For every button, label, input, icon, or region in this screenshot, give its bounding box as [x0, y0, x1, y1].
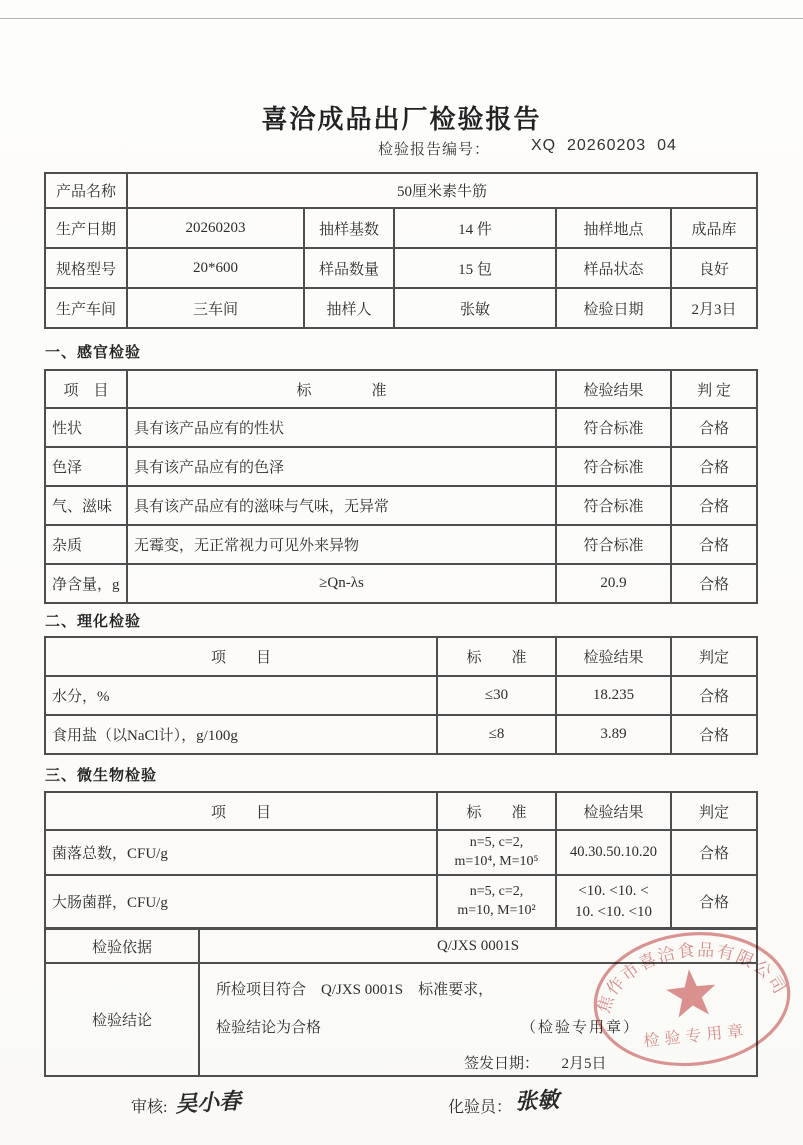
table-row — [45, 408, 757, 447]
table-header-row — [45, 370, 757, 408]
col-header-item: 项 目 — [45, 637, 437, 676]
seal-note: （检验专用章） — [521, 1020, 641, 1036]
table-row — [45, 447, 757, 486]
cell-item: 色泽 — [45, 447, 127, 486]
cell-judge: 合格 — [671, 715, 757, 754]
info-value: 三车间 — [127, 288, 304, 328]
info-label: 规格型号 — [45, 248, 127, 288]
cell-item: 杂质 — [45, 525, 127, 564]
basis-value: Q/JXS 0001S — [199, 929, 757, 963]
cell-result: 符合标准 — [556, 486, 671, 525]
cell-result: 40.30.50.10.20 — [556, 830, 671, 875]
table-row — [45, 715, 757, 754]
info-table — [44, 172, 758, 329]
cell-standard: 具有该产品应有的滋味与气味，无异常 — [127, 486, 556, 525]
basis-label: 检验依据 — [45, 929, 199, 963]
table-row — [45, 248, 757, 288]
cell-result: 18.235 — [556, 676, 671, 715]
cell-result: 符合标准 — [556, 525, 671, 564]
section-heading-sensory: 一、感官检验 — [45, 344, 142, 361]
seal-bottom-text: 检验专用章 — [642, 1022, 750, 1051]
col-header-result: 检验结果 — [556, 637, 671, 676]
cell-result: 20.9 — [556, 564, 671, 603]
table-row — [45, 208, 757, 248]
info-label: 抽样人 — [304, 288, 394, 328]
info-label: 生产车间 — [45, 288, 127, 328]
scan-edge-line — [0, 18, 803, 19]
col-header-standard: 标 准 — [127, 370, 556, 408]
info-label: 抽样基数 — [304, 208, 394, 248]
info-value: 20260203 — [127, 208, 304, 248]
table-header-row — [45, 637, 757, 676]
cell-judge: 合格 — [671, 830, 757, 875]
info-label: 检验日期 — [556, 288, 671, 328]
table-row — [45, 676, 757, 715]
conclusion-line2: 检验结论为合格 — [216, 1020, 322, 1036]
report-number-value: XQ 20260203 04 — [531, 137, 677, 154]
cell-judge: 合格 — [671, 408, 757, 447]
review-label: 审核: — [131, 1099, 168, 1116]
info-value: 2月3日 — [671, 288, 757, 328]
cell-result — [556, 875, 671, 928]
info-value: 15 包 — [394, 248, 556, 288]
cell-judge: 合格 — [671, 875, 757, 928]
cell-judge: 合格 — [671, 486, 757, 525]
physchem-table — [44, 636, 758, 755]
table-row — [45, 173, 757, 208]
conclusion-table — [44, 928, 758, 1077]
standard-line: n=5, c=2, — [469, 883, 524, 899]
standard-line: n=5, c=2, — [469, 834, 524, 850]
info-value: 成品库 — [671, 208, 757, 248]
tester-label: 化验员： — [448, 1099, 513, 1116]
sensory-table — [44, 369, 758, 604]
cell-judge: 合格 — [671, 525, 757, 564]
cell-item: 大肠菌群，CFU/g — [45, 875, 437, 928]
info-value: 张敏 — [394, 288, 556, 328]
issue-date-line: 签发日期： 2月5日 — [464, 1056, 607, 1072]
col-header-result: 检验结果 — [556, 370, 671, 408]
seal-company-text: 焦作市喜洽食品有限公司 — [593, 940, 791, 1016]
cell-result: 符合标准 — [556, 447, 671, 486]
cell-standard: ≤30 — [437, 676, 556, 715]
conclusion-line1: 所检项目符合 Q/JXS 0001S 标准要求， — [216, 982, 494, 998]
cell-item: 性状 — [45, 408, 127, 447]
review-signature: 吴小春 — [174, 1088, 242, 1117]
page-title: 喜洽成品出厂检验报告 — [261, 104, 542, 135]
table-row — [45, 963, 757, 1076]
product-name-value: 50厘米素牛筋 — [127, 173, 757, 208]
conclusion-label: 检验结论 — [45, 963, 199, 1076]
table-row — [45, 525, 757, 564]
cell-judge: 合格 — [671, 447, 757, 486]
table-row — [45, 830, 757, 875]
micro-table — [44, 791, 758, 929]
table-row — [45, 288, 757, 328]
table-row — [45, 875, 757, 928]
col-header-item: 项 目 — [45, 792, 437, 830]
cell-result: 3.89 — [556, 715, 671, 754]
info-label: 样品数量 — [304, 248, 394, 288]
col-header-judge: 判定 — [671, 637, 757, 676]
cell-standard: 无霉变，无正常视力可见外来异物 — [127, 525, 556, 564]
standard-line: m=10⁴, M=10⁵ — [454, 853, 539, 869]
table-row — [45, 929, 757, 963]
cell-item: 菌落总数，CFU/g — [45, 830, 437, 875]
report-number-label: 检验报告编号： — [378, 141, 491, 158]
product-name-label: 产品名称 — [45, 173, 127, 208]
info-value: 14 件 — [394, 208, 556, 248]
standard-line: m=10, M=10² — [457, 902, 536, 918]
col-header-item: 项 目 — [45, 370, 127, 408]
result-line: <10. <10. < — [578, 883, 649, 900]
tester-signature: 张敏 — [514, 1086, 560, 1115]
cell-standard — [437, 830, 556, 875]
cell-standard: 具有该产品应有的色泽 — [127, 447, 556, 486]
cell-standard: 具有该产品应有的性状 — [127, 408, 556, 447]
info-value: 良好 — [671, 248, 757, 288]
info-label: 抽样地点 — [556, 208, 671, 248]
col-header-judge: 判 定 — [671, 370, 757, 408]
info-value: 20*600 — [127, 248, 304, 288]
info-label: 样品状态 — [556, 248, 671, 288]
info-label: 生产日期 — [45, 208, 127, 248]
cell-item: 食用盐（以NaCl计），g/100g — [45, 715, 437, 754]
conclusion-content — [199, 963, 757, 1076]
col-header-standard: 标 准 — [437, 792, 556, 830]
col-header-judge: 判定 — [671, 792, 757, 830]
cell-result: 符合标准 — [556, 408, 671, 447]
cell-item: 气、滋味 — [45, 486, 127, 525]
section-heading-micro: 三、微生物检验 — [45, 767, 158, 784]
table-row — [45, 564, 757, 603]
col-header-result: 检验结果 — [556, 792, 671, 830]
col-header-standard: 标 准 — [437, 637, 556, 676]
section-heading-physchem: 二、理化检验 — [45, 613, 142, 630]
cell-item: 净含量，g — [45, 564, 127, 603]
cell-item: 水分，% — [45, 676, 437, 715]
cell-judge: 合格 — [671, 676, 757, 715]
table-header-row — [45, 792, 757, 830]
cell-standard — [437, 875, 556, 928]
table-row — [45, 486, 757, 525]
result-line: 10. <10. <10 — [575, 903, 652, 920]
cell-judge: 合格 — [671, 564, 757, 603]
cell-standard: ≥Qn-λs — [127, 564, 556, 603]
cell-standard: ≤8 — [437, 715, 556, 754]
